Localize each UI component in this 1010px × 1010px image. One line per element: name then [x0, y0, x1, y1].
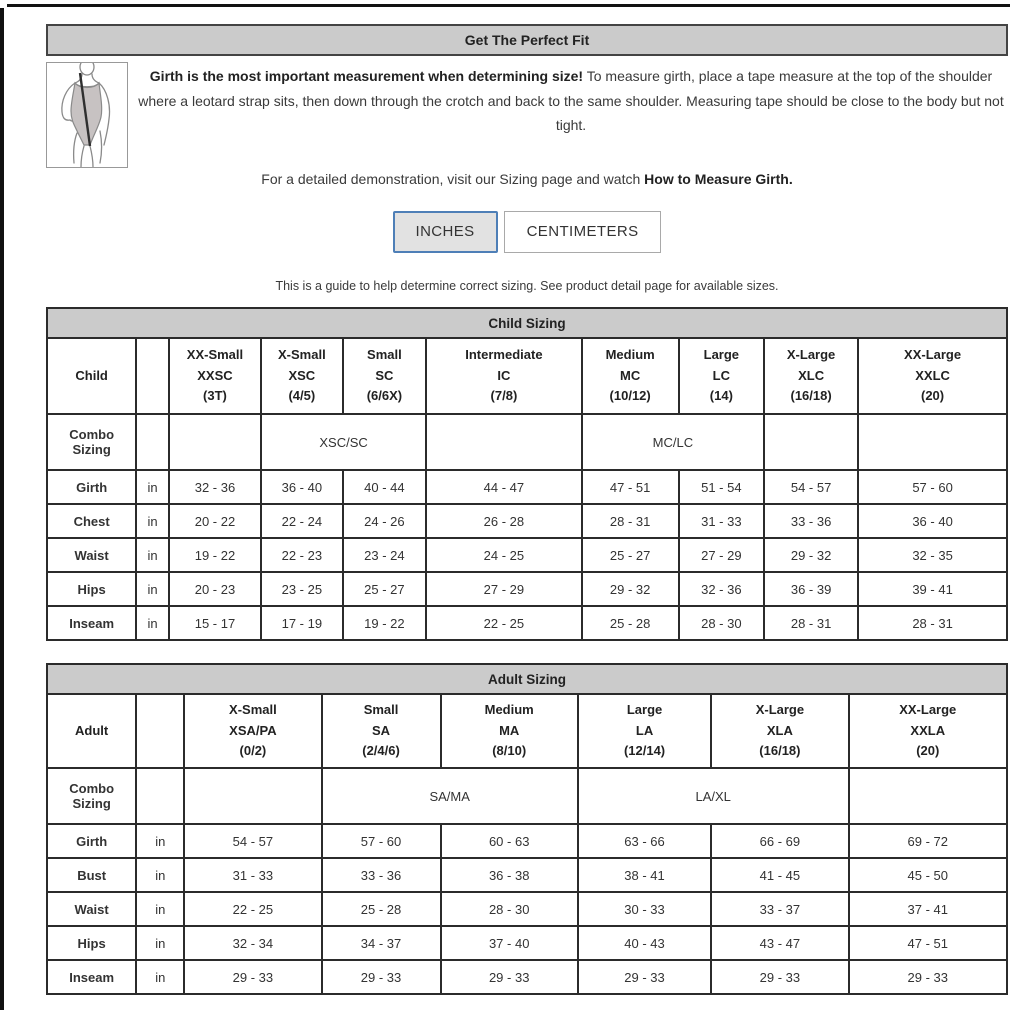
- child-size-value-cell: 27 - 29: [679, 538, 764, 572]
- demo-line-bold: How to Measure Girth.: [644, 171, 793, 187]
- child-unit-cell: in: [136, 538, 169, 572]
- child-size-value-cell: 32 - 35: [858, 538, 1007, 572]
- child-size-value-cell: 28 - 31: [764, 606, 858, 640]
- child-size-column-header: Small SC (6/6X): [343, 338, 427, 414]
- child-size-value-cell: 31 - 33: [679, 504, 764, 538]
- adult-size-column-header: X-Large XLA (16/18): [711, 694, 848, 768]
- child-size-value-cell: 25 - 28: [582, 606, 679, 640]
- child-size-value-cell: 28 - 31: [858, 606, 1007, 640]
- child-size-value-cell: 57 - 60: [858, 470, 1007, 504]
- child-size-column-header: XX-Small XXSC (3T): [169, 338, 261, 414]
- adult-size-value-cell: 30 - 33: [578, 892, 711, 926]
- child-size-value-cell: 26 - 28: [426, 504, 582, 538]
- child-size-value-cell: 23 - 25: [261, 572, 343, 606]
- adult-size-value-cell: 41 - 45: [711, 858, 848, 892]
- child-size-value-cell: 40 - 44: [343, 470, 427, 504]
- child-size-value-cell: 24 - 26: [343, 504, 427, 538]
- adult-size-value-cell: 32 - 34: [184, 926, 321, 960]
- adult-combo-label: Combo Sizing: [47, 768, 136, 824]
- child-combo-cell: MC/LC: [582, 414, 764, 470]
- adult-size-value-cell: 29 - 33: [711, 960, 848, 994]
- adult-unit-cell: in: [136, 960, 184, 994]
- unit-toggle-group: [46, 211, 1008, 253]
- inches-button[interactable]: INCHES: [393, 211, 498, 253]
- guide-note: This is a guide to help determine correct sizing. See product detail page for available sizes.: [275, 279, 779, 293]
- child-size-value-cell: 32 - 36: [679, 572, 764, 606]
- adult-size-value-cell: 36 - 38: [441, 858, 578, 892]
- adult-size-value-cell: 63 - 66: [578, 824, 711, 858]
- child-size-value-cell: 39 - 41: [858, 572, 1007, 606]
- adult-unit-cell: in: [136, 858, 184, 892]
- child-size-value-cell: 23 - 24: [343, 538, 427, 572]
- demo-line: [46, 171, 1008, 187]
- demo-line-text: For a detailed demonstration, visit our Sizing page and watch: [261, 171, 645, 187]
- child-measurement-label: Hips: [47, 572, 136, 606]
- child-size-value-cell: 17 - 19: [261, 606, 343, 640]
- child-size-value-cell: 20 - 22: [169, 504, 261, 538]
- adult-size-value-cell: 57 - 60: [322, 824, 441, 858]
- child-size-value-cell: 25 - 27: [343, 572, 427, 606]
- adult-size-value-cell: 25 - 28: [322, 892, 441, 926]
- adult-unit-header-cell: [136, 694, 184, 768]
- girth-instructions-bold: Girth is the most important measurement when determining size!: [149, 68, 584, 84]
- girth-intro-section: [46, 62, 1008, 168]
- child-size-value-cell: 19 - 22: [343, 606, 427, 640]
- adult-size-value-cell: 29 - 33: [184, 960, 321, 994]
- child-measurement-label: Waist: [47, 538, 136, 572]
- child-unit-cell: in: [136, 606, 169, 640]
- child-measurement-label: Girth: [47, 470, 136, 504]
- child-unit-header-cell: [136, 338, 169, 414]
- page-title: Get The Perfect Fit: [46, 24, 1008, 56]
- child-size-value-cell: 36 - 40: [261, 470, 343, 504]
- adult-size-value-cell: 29 - 33: [441, 960, 578, 994]
- child-combo-cell: [169, 414, 261, 470]
- adult-table-title: Adult Sizing: [47, 664, 1007, 694]
- adult-unit-cell: in: [136, 824, 184, 858]
- child-measurement-label: Inseam: [47, 606, 136, 640]
- adult-unit-cell: in: [136, 926, 184, 960]
- adult-size-value-cell: 29 - 33: [322, 960, 441, 994]
- child-size-value-cell: 20 - 23: [169, 572, 261, 606]
- adult-size-value-cell: 54 - 57: [184, 824, 321, 858]
- adult-size-value-cell: 47 - 51: [849, 926, 1007, 960]
- size-guide-page: [46, 24, 1008, 995]
- child-group-label: Child: [47, 338, 136, 414]
- child-size-value-cell: 29 - 32: [582, 572, 679, 606]
- adult-size-column-header: XX-Large XXLA (20): [849, 694, 1007, 768]
- child-table-title: Child Sizing: [47, 308, 1007, 338]
- adult-size-column-header: Large LA (12/14): [578, 694, 711, 768]
- child-combo-cell: [858, 414, 1007, 470]
- adult-combo-cell: SA/MA: [322, 768, 578, 824]
- adult-size-value-cell: 34 - 37: [322, 926, 441, 960]
- adult-measurement-label: Inseam: [47, 960, 136, 994]
- adult-size-value-cell: 43 - 47: [711, 926, 848, 960]
- child-size-column-header: XX-Large XXLC (20): [858, 338, 1007, 414]
- adult-size-column-header: X-Small XSA/PA (0/2): [184, 694, 321, 768]
- child-size-value-cell: 19 - 22: [169, 538, 261, 572]
- adult-size-value-cell: 33 - 36: [322, 858, 441, 892]
- adult-size-value-cell: 28 - 30: [441, 892, 578, 926]
- child-size-value-cell: 29 - 32: [764, 538, 858, 572]
- child-size-value-cell: 47 - 51: [582, 470, 679, 504]
- adult-unit-cell: in: [136, 892, 184, 926]
- child-size-value-cell: 27 - 29: [426, 572, 582, 606]
- child-unit-cell: in: [136, 504, 169, 538]
- frame-border-top: [7, 4, 1010, 7]
- adult-size-value-cell: 37 - 41: [849, 892, 1007, 926]
- child-size-value-cell: 32 - 36: [169, 470, 261, 504]
- adult-combo-cell: LA/XL: [578, 768, 849, 824]
- adult-size-value-cell: 69 - 72: [849, 824, 1007, 858]
- adult-size-value-cell: 40 - 43: [578, 926, 711, 960]
- adult-size-value-cell: 38 - 41: [578, 858, 711, 892]
- child-size-column-header: Large LC (14): [679, 338, 764, 414]
- centimeters-button[interactable]: CENTIMETERS: [504, 211, 662, 253]
- adult-sizing-table: [46, 663, 1008, 995]
- adult-combo-cell: [184, 768, 321, 824]
- adult-combo-unit-cell: [136, 768, 184, 824]
- adult-size-column-header: Small SA (2/4/6): [322, 694, 441, 768]
- child-size-value-cell: 33 - 36: [764, 504, 858, 538]
- adult-size-value-cell: 22 - 25: [184, 892, 321, 926]
- child-unit-cell: in: [136, 572, 169, 606]
- child-size-column-header: X-Large XLC (16/18): [764, 338, 858, 414]
- girth-measurement-diagram-icon: [46, 62, 128, 168]
- adult-measurement-label: Girth: [47, 824, 136, 858]
- child-size-value-cell: 28 - 30: [679, 606, 764, 640]
- child-combo-cell: XSC/SC: [261, 414, 426, 470]
- child-sizing-table: [46, 307, 1008, 641]
- child-size-value-cell: 22 - 25: [426, 606, 582, 640]
- child-size-value-cell: 22 - 24: [261, 504, 343, 538]
- adult-size-value-cell: 37 - 40: [441, 926, 578, 960]
- child-size-value-cell: 22 - 23: [261, 538, 343, 572]
- adult-size-value-cell: 45 - 50: [849, 858, 1007, 892]
- child-size-value-cell: 36 - 40: [858, 504, 1007, 538]
- adult-size-value-cell: 33 - 37: [711, 892, 848, 926]
- adult-size-value-cell: 31 - 33: [184, 858, 321, 892]
- adult-combo-cell: [849, 768, 1007, 824]
- child-combo-unit-cell: [136, 414, 169, 470]
- girth-instructions-rest: To measure girth, place a tape measure at the top of the shoulder where a leotard strap sits, then down through the crotch and back to the same shoulder. Measuring tape should be close to the body but not tight.: [138, 68, 1004, 133]
- child-size-column-header: Intermediate IC (7/8): [426, 338, 582, 414]
- frame-border-left: [0, 8, 4, 1010]
- child-size-value-cell: 36 - 39: [764, 572, 858, 606]
- child-size-value-cell: 28 - 31: [582, 504, 679, 538]
- adult-group-label: Adult: [47, 694, 136, 768]
- adult-measurement-label: Bust: [47, 858, 136, 892]
- adult-size-value-cell: 29 - 33: [578, 960, 711, 994]
- adult-size-column-header: Medium MA (8/10): [441, 694, 578, 768]
- child-combo-label: Combo Sizing: [47, 414, 136, 470]
- adult-measurement-label: Hips: [47, 926, 136, 960]
- girth-instructions: [128, 62, 1008, 168]
- child-size-value-cell: 24 - 25: [426, 538, 582, 572]
- child-combo-cell: [426, 414, 582, 470]
- child-size-value-cell: 25 - 27: [582, 538, 679, 572]
- adult-size-value-cell: 60 - 63: [441, 824, 578, 858]
- child-size-column-header: X-Small XSC (4/5): [261, 338, 343, 414]
- child-size-value-cell: 54 - 57: [764, 470, 858, 504]
- child-measurement-label: Chest: [47, 504, 136, 538]
- adult-measurement-label: Waist: [47, 892, 136, 926]
- child-unit-cell: in: [136, 470, 169, 504]
- child-combo-cell: [764, 414, 858, 470]
- child-size-column-header: Medium MC (10/12): [582, 338, 679, 414]
- adult-size-value-cell: 29 - 33: [849, 960, 1007, 994]
- child-size-value-cell: 44 - 47: [426, 470, 582, 504]
- adult-size-value-cell: 66 - 69: [711, 824, 848, 858]
- child-size-value-cell: 51 - 54: [679, 470, 764, 504]
- child-size-value-cell: 15 - 17: [169, 606, 261, 640]
